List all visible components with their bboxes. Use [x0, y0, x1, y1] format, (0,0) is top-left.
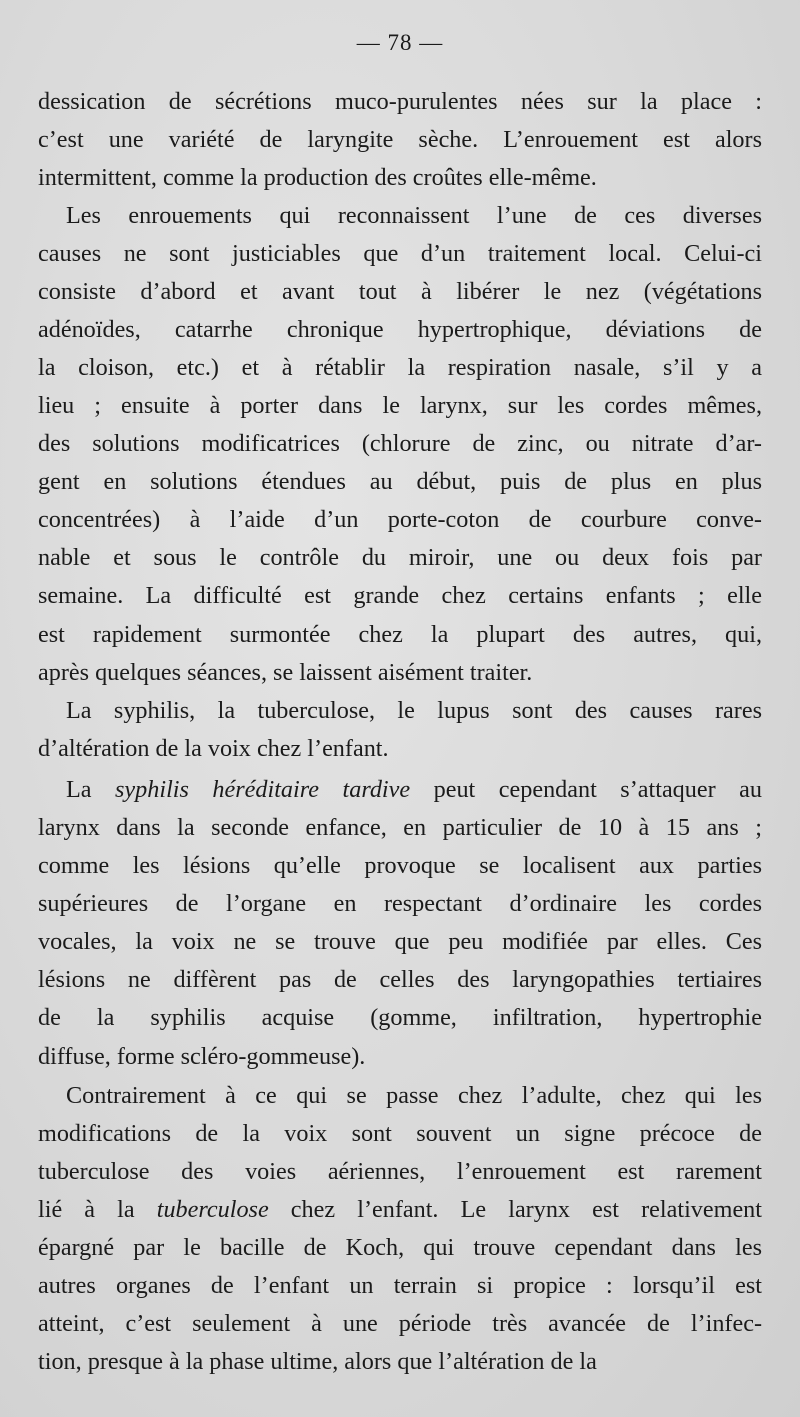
- text-segment: Les enrouements qui reconnaissent l’une de ces diverses: [66, 202, 762, 229]
- text-segment: supérieures de l’organe en respectant d’ordinaire les cordes: [38, 890, 762, 917]
- text-line: [38, 311, 762, 349]
- text-segment: comme les lésions qu’elle provoque se localisent aux parties: [38, 852, 762, 879]
- text-segment: lié à la: [38, 1196, 157, 1223]
- text-segment: gent en solutions étendues au début, puis de plus en plus: [38, 468, 762, 495]
- text-line: [38, 654, 762, 692]
- text-line: [38, 83, 762, 121]
- text-segment: lieu ; ensuite à porter dans le larynx, sur les cordes mêmes,: [38, 392, 762, 419]
- text-line: [66, 197, 762, 235]
- text-line: [38, 999, 762, 1037]
- text-line: [38, 809, 762, 847]
- text-segment: larynx dans la seconde enfance, en particulier de 10 à 15 ans ;: [38, 814, 762, 841]
- text-segment: modifications de la voix sont souvent un signe précoce de: [38, 1120, 762, 1147]
- text-segment: atteint, c’est seulement à une période très avancée de l’infec-: [38, 1310, 762, 1337]
- text-line: [38, 885, 762, 923]
- text-segment: autres organes de l’enfant un terrain si propice : lorsqu’il est: [38, 1272, 762, 1299]
- text-line: [38, 616, 762, 654]
- text-line: [38, 577, 762, 615]
- text-line: [38, 1305, 762, 1343]
- text-line: [38, 121, 762, 159]
- text-segment: diffuse, forme scléro-gommeuse).: [38, 1043, 366, 1070]
- text-segment: est rapidement surmontée chez la plupart des autres, qui,: [38, 621, 762, 648]
- page-number: — 78 —: [356, 30, 444, 55]
- text-segment: des solutions modificatrices (chlorure de zinc, ou nitrate d’ar-: [38, 430, 762, 457]
- text-line: [38, 1191, 762, 1229]
- text-line: [38, 273, 762, 311]
- text-line: [38, 349, 762, 387]
- text-line: [38, 463, 762, 501]
- text-segment: vocales, la voix ne se trouve que peu modifiée par elles. Ces: [38, 928, 762, 955]
- text-line: [38, 1038, 762, 1076]
- text-line: [66, 771, 762, 809]
- text-line: [38, 425, 762, 463]
- italic-term: tuberculose: [156, 1196, 269, 1223]
- text-segment: La: [66, 776, 116, 803]
- text-segment: consiste d’abord et avant tout à libérer le nez (végétations: [38, 278, 762, 305]
- text-line: [38, 539, 762, 577]
- text-line: [38, 847, 762, 885]
- text-segment: après quelques séances, se laissent aisément traiter.: [38, 659, 533, 686]
- text-segment: La syphilis, la tuberculose, le lupus sont des causes rares: [66, 697, 762, 724]
- text-line: [38, 1343, 762, 1381]
- text-line: [66, 692, 762, 730]
- text-line: [66, 1077, 762, 1115]
- text-segment: chez l’enfant. Le larynx est relativement: [268, 1196, 762, 1223]
- text-line: [38, 730, 762, 768]
- text-segment: tion, presque à la phase ultime, alors que l’altération de la: [38, 1348, 597, 1375]
- text-segment: la cloison, etc.) et à rétablir la respiration nasale, s’il y a: [38, 354, 762, 381]
- text-line: [38, 961, 762, 999]
- text-line: [38, 501, 762, 539]
- text-segment: tuberculose des voies aériennes, l’enrouement est rarement: [38, 1158, 762, 1185]
- text-line: [38, 923, 762, 961]
- text-segment: semaine. La difficulté est grande chez certains enfants ; elle: [38, 582, 762, 609]
- text-segment: concentrées) à l’aide d’un porte-coton de courbure conve-: [38, 506, 762, 533]
- text-segment: causes ne sont justiciables que d’un traitement local. Celui-ci: [38, 240, 762, 267]
- text-segment: épargné par le bacille de Koch, qui trouve cependant dans les: [38, 1234, 762, 1261]
- italic-term: syphilis héréditaire tardive: [115, 776, 411, 803]
- text-segment: nable et sous le contrôle du miroir, une ou deux fois par: [38, 544, 762, 571]
- text-line: [38, 159, 762, 197]
- text-segment: c’est une variété de laryngite sèche. L’enrouement est alors: [38, 126, 762, 153]
- text-segment: de la syphilis acquise (gomme, infiltration, hypertrophie: [38, 1004, 762, 1031]
- text-line: [38, 1229, 762, 1267]
- text-line: [38, 235, 762, 273]
- text-segment: Contrairement à ce qui se passe chez l’adulte, chez qui les: [66, 1082, 762, 1109]
- text-segment: peut cependant s’attaquer au: [410, 776, 762, 803]
- text-segment: lésions ne diffèrent pas de celles des laryngopathies tertiaires: [38, 966, 762, 993]
- text-line: [38, 387, 762, 425]
- text-line: [38, 1267, 762, 1305]
- text-line: [38, 1115, 762, 1153]
- text-segment: dessication de sécrétions muco-purulentes nées sur la place :: [38, 88, 762, 115]
- text-line: [38, 1153, 762, 1191]
- text-segment: adénoïdes, catarrhe chronique hypertrophique, déviations de: [38, 316, 762, 343]
- text-segment: d’altération de la voix chez l’enfant.: [38, 735, 389, 762]
- text-segment: intermittent, comme la production des croûtes elle-même.: [38, 164, 597, 191]
